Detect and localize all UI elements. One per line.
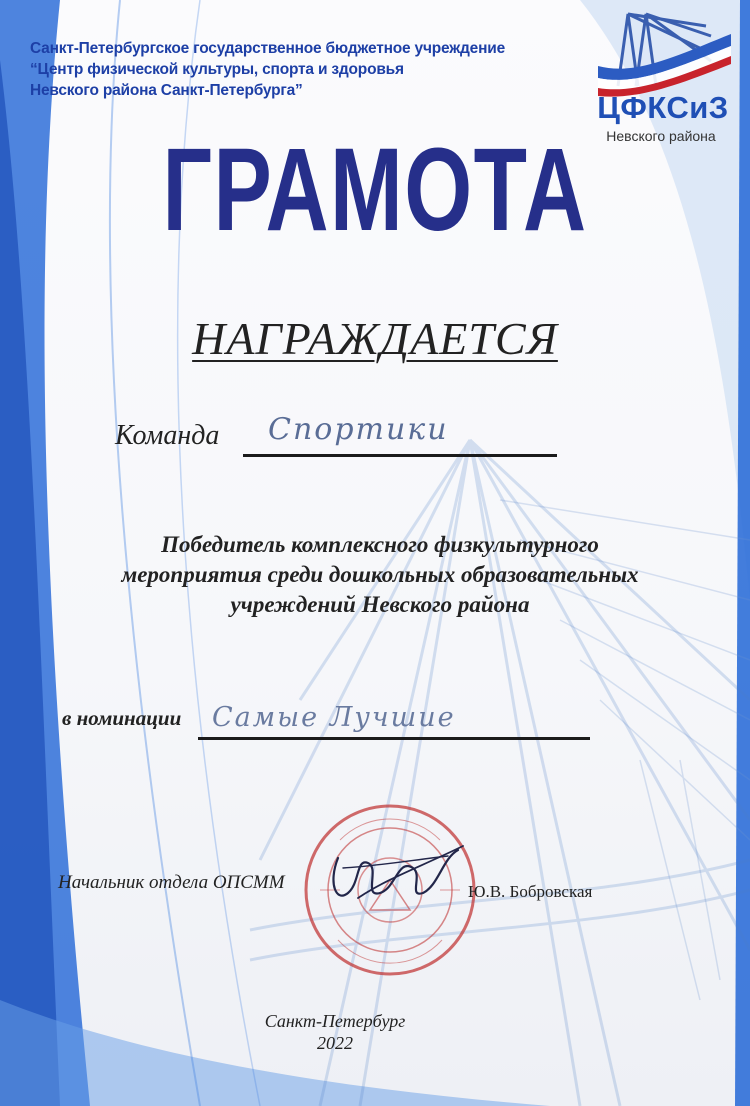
signatory-name: Ю.В. Бобровская — [468, 882, 593, 901]
certificate-title: ГРАМОТА — [162, 124, 588, 256]
award-description — [40, 530, 720, 620]
org-line: “Центр физической культуры, спорта и здоровья — [30, 61, 404, 78]
nomination-label: в номинации — [62, 706, 182, 730]
org-line: Санкт-Петербургское государственное бюджетное учреждение — [30, 40, 506, 57]
logo-wordmark: ЦФКСиЗ — [597, 90, 729, 125]
award-heading — [0, 312, 750, 365]
team-underline — [243, 454, 557, 457]
award-heading-text: НАГРАЖДАЕТСЯ — [192, 313, 558, 364]
city-name: Санкт-Петербург — [264, 1011, 406, 1031]
nomination-value-handwritten: Самые Лучшие — [212, 702, 456, 733]
handwritten-signature-icon — [318, 838, 468, 918]
nomination-underline — [198, 737, 590, 740]
team-label: Команда — [115, 420, 220, 451]
logo-subtitle: Невского района — [606, 128, 716, 144]
description-line: мероприятия среди дошкольных образовательных — [121, 562, 639, 587]
issue-year: 2022 — [317, 1033, 353, 1053]
org-line: Невского района Санкт-Петербурга” — [30, 82, 303, 99]
description-line: Победитель комплексного физкультурного — [161, 532, 599, 557]
organization-name — [30, 38, 570, 101]
team-name-handwritten: Спортики — [268, 412, 449, 447]
description-line: учреждений Невского района — [230, 592, 530, 617]
signatory-position: Начальник отдела ОПСММ — [58, 872, 285, 893]
place-and-date — [0, 1010, 670, 1054]
